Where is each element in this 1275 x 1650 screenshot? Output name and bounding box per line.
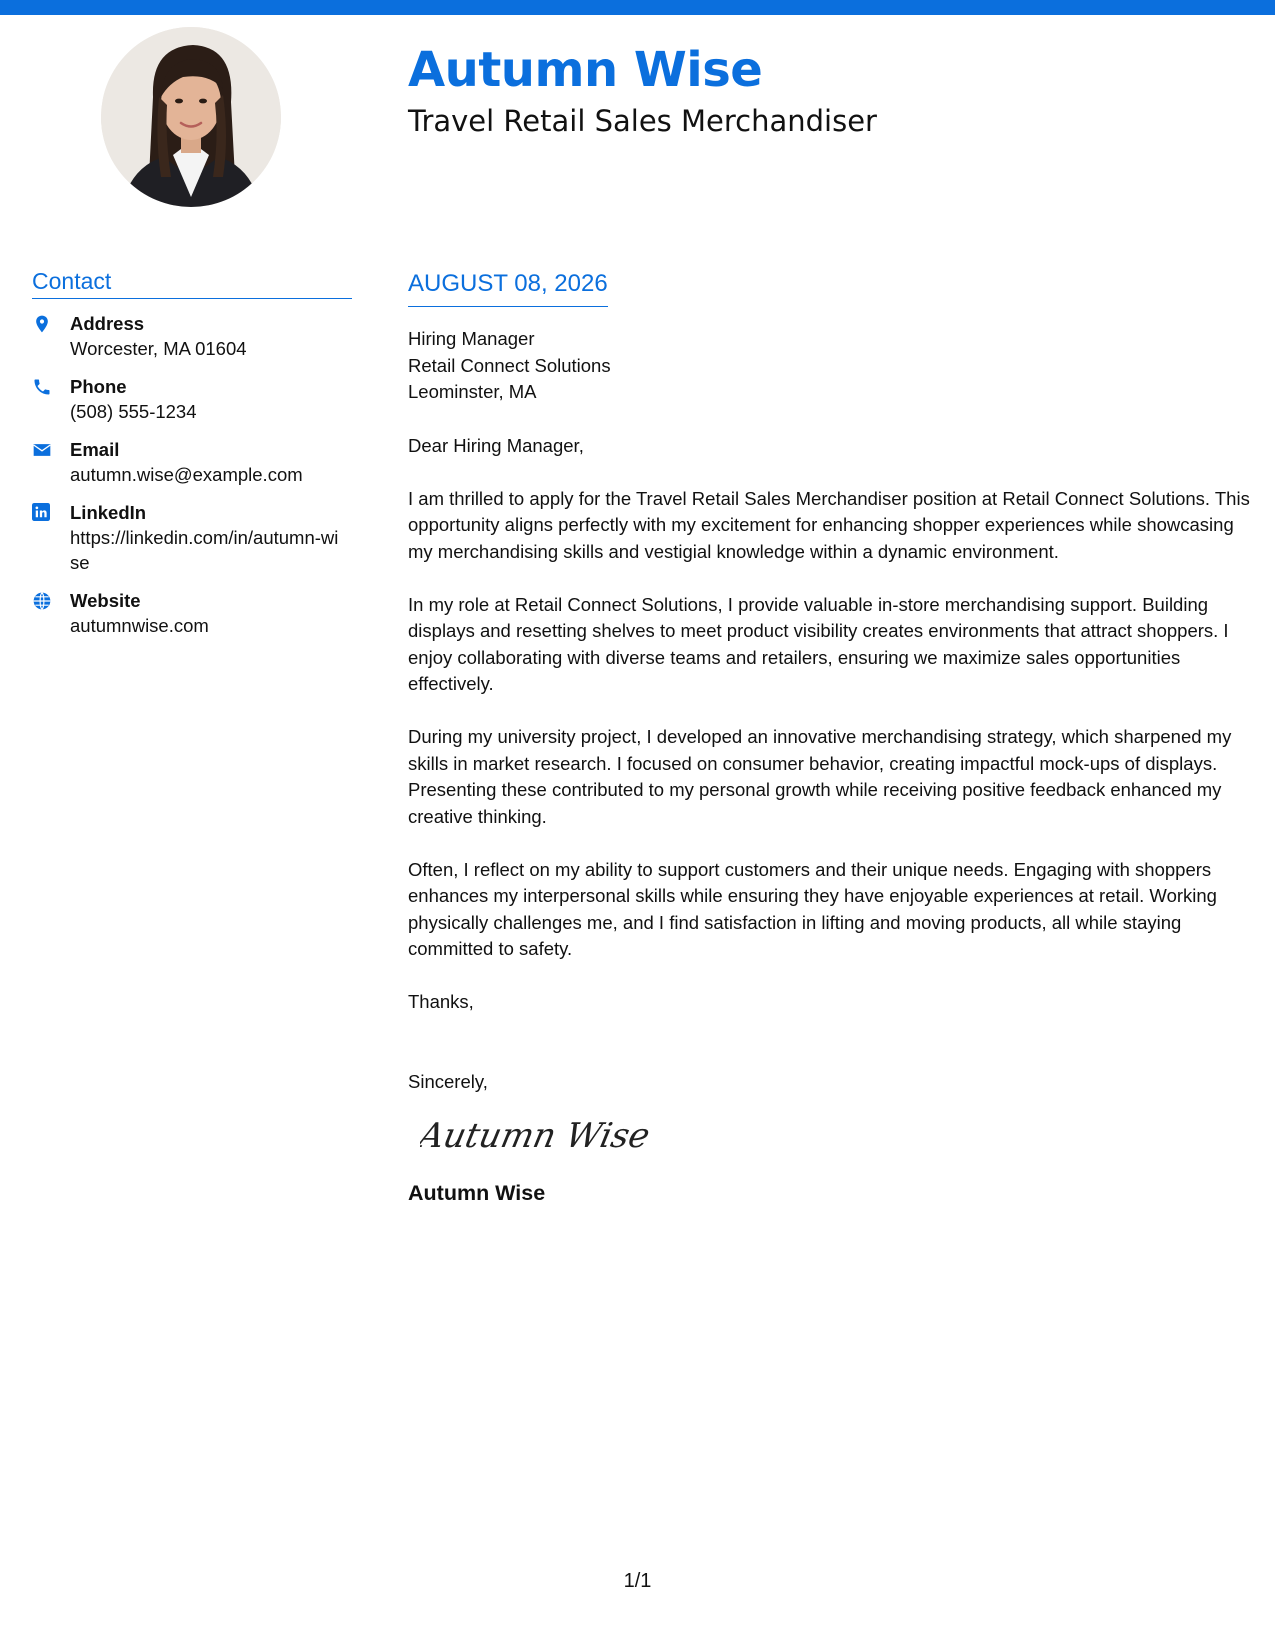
closing-line: Sincerely, (408, 1070, 488, 1092)
contact-label: Phone (70, 376, 127, 397)
letter-body (408, 268, 1258, 1207)
globe-icon (32, 588, 70, 638)
linkedin-icon (32, 500, 70, 575)
location-pin-icon (32, 311, 70, 361)
profile-photo (101, 27, 281, 207)
contact-value: (508) 555-1234 (70, 401, 197, 422)
body-paragraph: During my university project, I developed an innovative merchandising strategy, which sharpened my skills in market research. I focused on consumer behavior, creating impactful mock-ups of displays. Presenting these contributed to my personal growth while receiving positive feedback enhanced my creative thinking. (408, 726, 1232, 827)
body-paragraph: Often, I reflect on my ability to support customers and their unique needs. Engaging with shoppers enhances my interpersonal skills while ensuring they have enjoyable experiences at retail. Working physically challenges me, and I find satisfaction in lifting and moving products, all while staying committed to safety. (408, 858, 1217, 959)
contact-sidebar (32, 266, 352, 651)
email-icon (32, 437, 70, 487)
page-number: 1/1 (623, 1570, 652, 1592)
contact-label: Website (70, 590, 141, 611)
contact-item-phone (32, 374, 352, 424)
contact-value: Worcester, MA 01604 (70, 338, 247, 359)
contact-heading: Contact (32, 266, 352, 299)
recipient-line: Hiring Manager (408, 328, 535, 349)
contact-value[interactable]: https://linkedin.com/in/autumn-wise (70, 527, 339, 573)
contact-label: Email (70, 439, 120, 460)
top-accent-bar (0, 0, 1275, 15)
svg-text:Autumn Wise: Autumn Wise (420, 1116, 654, 1156)
contact-item-email (32, 437, 352, 487)
candidate-name: Autumn Wise (408, 42, 763, 98)
contact-item-website (32, 588, 352, 638)
signer-name: Autumn Wise (408, 1181, 546, 1205)
contact-item-address (32, 311, 352, 361)
contact-value[interactable]: autumnwise.com (70, 615, 209, 636)
contact-label: Address (70, 313, 145, 334)
letter-date: AUGUST 08, 2026 (408, 268, 608, 307)
job-title: Travel Retail Sales Merchandiser (408, 104, 877, 138)
recipient-line: Retail Connect Solutions (408, 354, 611, 376)
phone-icon (32, 374, 70, 424)
contact-list (32, 311, 352, 638)
contact-item-linkedin (32, 500, 352, 575)
contact-value[interactable]: autumn.wise@example.com (70, 464, 303, 485)
body-paragraph: In my role at Retail Connect Solutions, I provide valuable in-store merchandising support. Building displays and resetting shelves to meet product visibility creates environments that attract shoppers. I enjoy collaborating with diverse teams and retailers, ensuring we maximize sales opportunities effectively. (408, 593, 1229, 694)
body-paragraph: I am thrilled to apply for the Travel Retail Sales Merchandiser position at Retail Connect Solutions. This opportunity aligns perfectly with my excitement for enhancing shopper experiences while showcasing my merchandising skills and vestigial knowledge within a dynamic environment. (408, 487, 1250, 562)
handwritten-signature (420, 1105, 670, 1165)
thanks-line: Thanks, (408, 991, 474, 1012)
contact-label: LinkedIn (70, 502, 147, 523)
salutation: Dear Hiring Manager, (408, 434, 584, 456)
recipient-block (408, 326, 1258, 406)
recipient-line: Leominster, MA (408, 381, 537, 402)
